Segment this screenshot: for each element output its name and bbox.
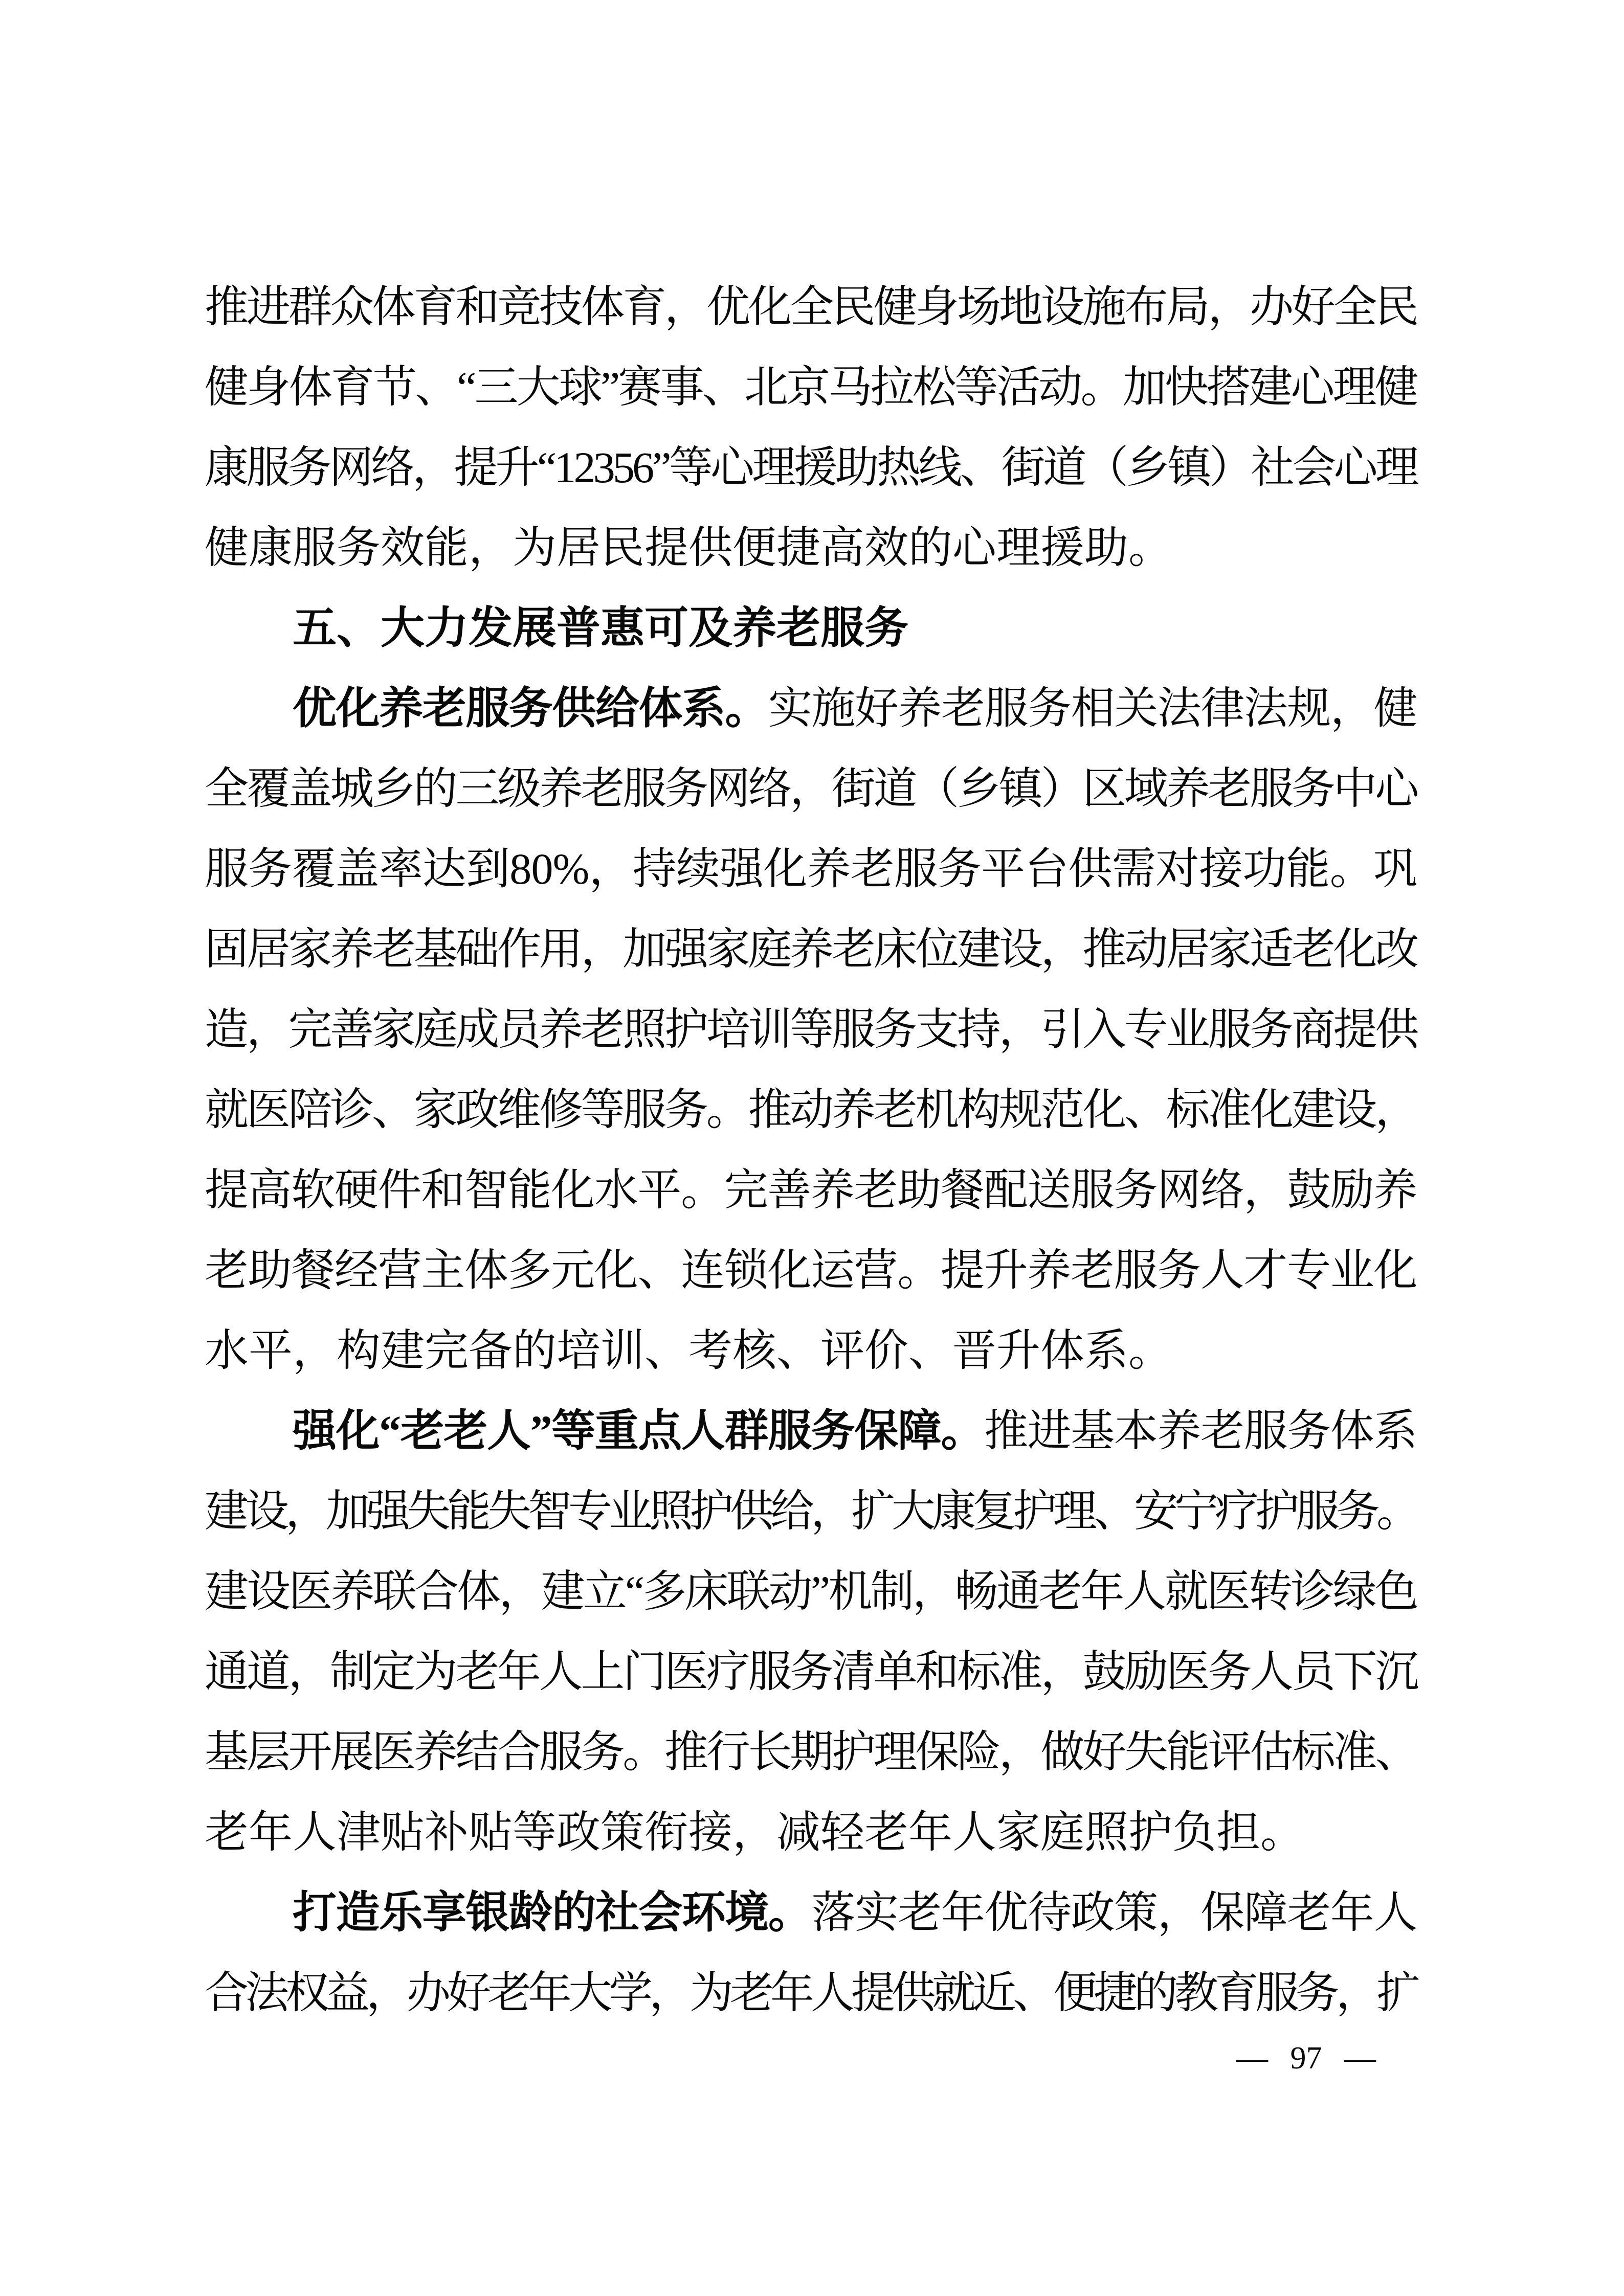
lead-emphasis-text: 五、大力发展普惠可及养老服务 xyxy=(293,603,908,652)
body-text-line xyxy=(205,1712,1417,1792)
body-text-line xyxy=(205,1230,1417,1311)
body-text-line xyxy=(205,1311,1417,1391)
paragraph-text: 合法权益，办好老年大学，为老年人提供就近、便捷的教育服务，扩 xyxy=(205,1968,1417,2017)
body-text-line xyxy=(205,1873,1417,1953)
body-text-line xyxy=(205,1632,1417,1712)
paragraph-text: 通道，制定为老年人上门医疗服务清单和标准，鼓励医务人员下沉 xyxy=(205,1647,1417,1696)
body-text-line xyxy=(205,1953,1417,2033)
paragraph-text: 固居家养老基础作用，加强家庭养老床位建设，推动居家适老化改 xyxy=(205,925,1417,974)
body-text-line xyxy=(205,989,1417,1070)
lead-emphasis-text: 强化“老老人”等重点人群服务保障。 xyxy=(293,1406,985,1455)
paragraph-text: 康服务网络，提升“12356”等心理援助热线、街道（乡镇）社会心理 xyxy=(205,443,1417,492)
body-text-line xyxy=(205,1391,1417,1471)
body-text-line xyxy=(205,1792,1417,1873)
paragraph-text: 服务覆盖率达到80%，持续强化养老服务平台供需对接功能。巩 xyxy=(205,844,1417,893)
body-text-line xyxy=(205,508,1417,588)
paragraph-text: 全覆盖城乡的三级养老服务网络，街道（乡镇）区域养老服务中心 xyxy=(205,764,1417,813)
body-text-line xyxy=(205,267,1417,347)
body-text-line xyxy=(205,668,1417,749)
paragraph-text: 老年人津贴补贴等政策衔接，减轻老年人家庭照护负担。 xyxy=(205,1808,1304,1857)
paragraph-text: 落实老年优待政策，保障老年人 xyxy=(811,1888,1417,1937)
body-text-line xyxy=(205,1150,1417,1230)
paragraph-text: 造，完善家庭成员养老照护培训等服务支持，引入专业服务商提供 xyxy=(205,1005,1417,1054)
page-number: — 97 — xyxy=(1236,2041,1376,2076)
paragraph-text: 就医陪诊、家政维修等服务。推动养老机构规范化、标准化建设， xyxy=(205,1085,1417,1134)
paragraph-text: 推进群众体育和竞技体育，优化全民健身场地设施布局，办好全民 xyxy=(205,282,1417,331)
paragraph-text: 老助餐经营主体多元化、连锁化运营。提升养老服务人才专业化 xyxy=(205,1246,1417,1295)
body-text-line xyxy=(205,909,1417,989)
paragraph-text: 建设医养联合体，建立“多床联动”机制，畅通老年人就医转诊绿色 xyxy=(205,1567,1417,1616)
body-text-line xyxy=(205,829,1417,909)
paragraph-text: 基层开展医养结合服务。推行长期护理保险，做好失能评估标准、 xyxy=(205,1727,1417,1776)
document-text-block xyxy=(205,267,1417,2033)
body-text-line xyxy=(205,1551,1417,1632)
body-text-line xyxy=(205,1471,1417,1551)
body-text-line xyxy=(205,427,1417,508)
lead-emphasis-text: 打造乐享银龄的社会环境。 xyxy=(293,1888,812,1937)
paragraph-text: 提高软硬件和智能化水平。完善养老助餐配送服务网络，鼓励养 xyxy=(205,1165,1417,1214)
body-text-line xyxy=(205,749,1417,829)
body-text-line xyxy=(205,1070,1417,1150)
paragraph-text: 健康服务效能，为居民提供便捷高效的心理援助。 xyxy=(205,523,1172,572)
paragraph-text: 健身体育节、“三大球”赛事、北京马拉松等活动。加快搭建心理健 xyxy=(205,363,1417,412)
section-heading xyxy=(205,588,1417,668)
paragraph-text: 水平，构建完备的培训、考核、评价、晋升体系。 xyxy=(205,1326,1172,1375)
paragraph-text: 推进基本养老服务体系 xyxy=(984,1406,1417,1455)
lead-emphasis-text: 优化养老服务供给体系。 xyxy=(293,684,768,733)
paragraph-text: 实施好养老服务相关法律法规，健 xyxy=(768,684,1417,733)
paragraph-text: 建设，加强失能失智专业照护供给，扩大康复护理、安宁疗护服务。 xyxy=(205,1487,1417,1536)
body-text-line xyxy=(205,347,1417,427)
